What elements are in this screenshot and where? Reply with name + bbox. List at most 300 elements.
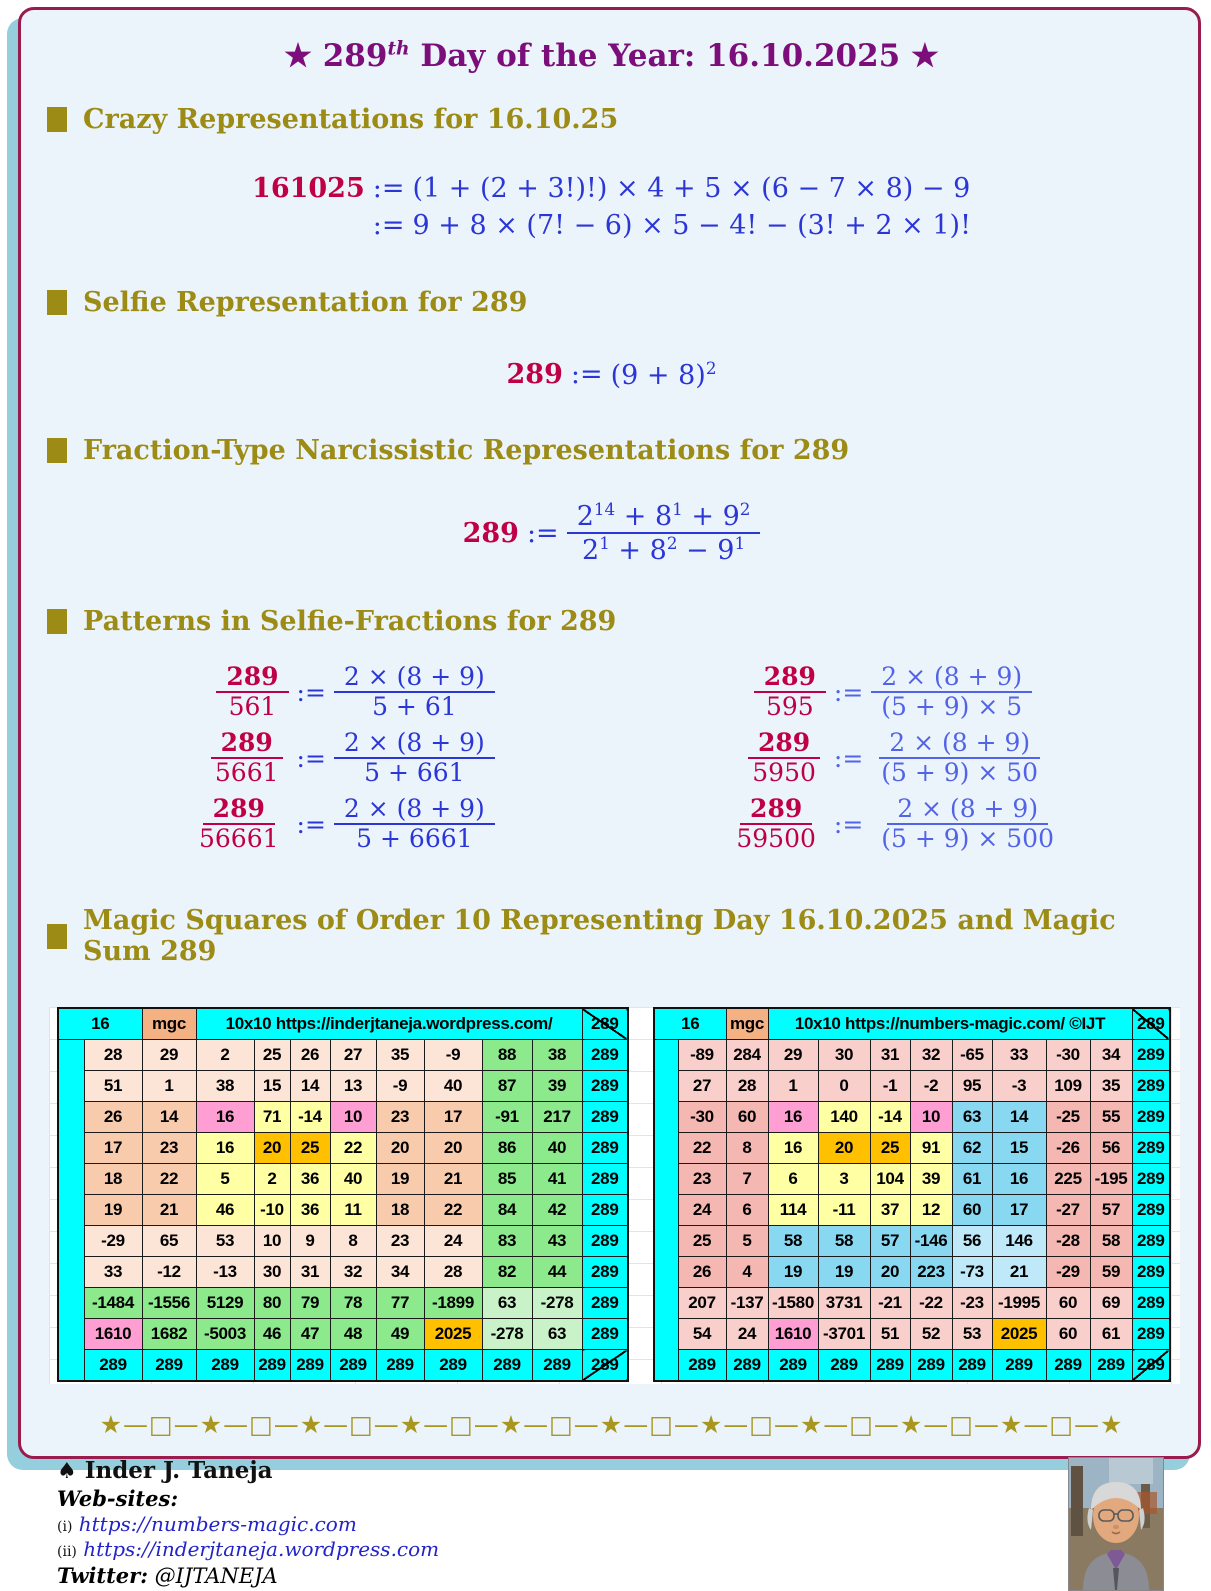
- magic-cell: -26: [1046, 1133, 1090, 1164]
- magic-cell: 28: [84, 1040, 142, 1071]
- magic-cell: 79: [290, 1288, 330, 1319]
- magic-cell: 25: [290, 1133, 330, 1164]
- magic-cell: 25: [678, 1226, 726, 1257]
- column-total-cell: 289: [818, 1350, 870, 1382]
- twitter-line: [57, 1563, 1068, 1588]
- magic-cell: -195: [1090, 1164, 1132, 1195]
- column-total-cell: 289: [330, 1350, 376, 1382]
- magic-cell: 2: [196, 1040, 254, 1071]
- magic-cell: 7: [726, 1164, 768, 1195]
- column-total-cell: 289: [910, 1350, 952, 1382]
- table-sum-header-cell: 289: [1132, 1008, 1170, 1040]
- magic-cell: 11: [330, 1195, 376, 1226]
- magic-cell: 28: [424, 1257, 482, 1288]
- magic-cell: 0: [818, 1071, 870, 1102]
- magic-cell: 32: [330, 1257, 376, 1288]
- magic-cell: 55: [1090, 1102, 1132, 1133]
- magic-cell: 19: [84, 1195, 142, 1226]
- formula-rhs: [297, 729, 495, 787]
- column-total-cell: 289: [482, 1350, 532, 1382]
- formula-rhs: [527, 500, 760, 566]
- magic-cell: 18: [376, 1195, 424, 1226]
- fraction: $\frac{289}{56661}$: [199, 794, 279, 854]
- magic-cell: 31: [870, 1040, 910, 1071]
- magic-cell: 1610: [84, 1319, 142, 1350]
- magic-cell: 38: [532, 1040, 582, 1071]
- magic-cell: -278: [532, 1288, 582, 1319]
- assign-symbol: :=: [372, 173, 405, 204]
- formula-lhs: [189, 795, 289, 853]
- title-post: Day of the Year: 16.10.2025 ★: [409, 38, 939, 74]
- magic-cell: -14: [870, 1102, 910, 1133]
- magic-cell: 23: [678, 1164, 726, 1195]
- magic-cell: 49: [376, 1319, 424, 1350]
- magic-cell: 39: [910, 1164, 952, 1195]
- magic-cell: 87: [482, 1071, 532, 1102]
- magic-cell: -29: [84, 1226, 142, 1257]
- magic-cell: -2: [910, 1071, 952, 1102]
- magic-cell: 20: [870, 1257, 910, 1288]
- magic-cell: 60: [1046, 1319, 1090, 1350]
- formula-lhs: [216, 663, 288, 721]
- magic-cell: -30: [678, 1102, 726, 1133]
- wordpress-link[interactable]: https://inderjtaneja.wordpress.com: [83, 1537, 440, 1562]
- magic-squares-strip: [49, 1007, 1180, 1384]
- magic-cell: -29: [1046, 1257, 1090, 1288]
- magic-cell: 84: [482, 1195, 532, 1226]
- numbers-magic-link[interactable]: https://numbers-magic.com: [78, 1512, 357, 1537]
- magic-cell: -22: [910, 1288, 952, 1319]
- magic-cell: 19: [818, 1257, 870, 1288]
- row-total-cell: 289: [582, 1102, 628, 1133]
- row-total-cell: 289: [582, 1257, 628, 1288]
- magic-cell: 83: [482, 1226, 532, 1257]
- magic-cell: 26: [84, 1102, 142, 1133]
- magic-cell: -14: [290, 1102, 330, 1133]
- magic-cell: 2025: [424, 1319, 482, 1350]
- magic-cell: -3: [992, 1071, 1046, 1102]
- row-total-cell: 289: [1132, 1164, 1170, 1195]
- magic-cell: 14: [290, 1071, 330, 1102]
- magic-cell: 53: [952, 1319, 992, 1350]
- magic-cell: 24: [678, 1195, 726, 1226]
- magic-cell: 22: [678, 1133, 726, 1164]
- formula-rhs: := (1 + (2 + 3!)!) × 4 + 5 × (6 − 7 × 8) − 9: [372, 173, 971, 204]
- author-line: [57, 1457, 1068, 1484]
- page-title: [39, 38, 1184, 74]
- fraction: $\frac{2^{14} + 8^1 + 9^2}{2^1 + 8^2 - 9^1}$: [567, 500, 761, 566]
- formula-rhs: := $(9 + 8)^2$: [570, 358, 717, 391]
- magic-cell: 16: [196, 1102, 254, 1133]
- magic-cell: 27: [330, 1040, 376, 1071]
- formula-lhs: 289: [506, 359, 563, 390]
- magic-cell: -1580: [768, 1288, 818, 1319]
- magic-cell: -12: [142, 1257, 196, 1288]
- magic-cell: -146: [910, 1226, 952, 1257]
- square-bullet-icon: [47, 290, 67, 315]
- magic-cell: 65: [142, 1226, 196, 1257]
- column-total-cell: 289: [290, 1350, 330, 1382]
- formula-lhs: 289: [462, 517, 519, 549]
- magic-cell: 16: [768, 1102, 818, 1133]
- magic-cell: 16: [196, 1133, 254, 1164]
- magic-cell: 24: [424, 1226, 482, 1257]
- magic-cell: 40: [330, 1164, 376, 1195]
- row-total-cell: 289: [1132, 1195, 1170, 1226]
- magic-cell: 27: [678, 1071, 726, 1102]
- column-total-cell: 289: [142, 1350, 196, 1382]
- magic-cell: 6: [726, 1195, 768, 1226]
- row-total-cell: 289: [582, 1226, 628, 1257]
- square-bullet-icon: [47, 609, 67, 634]
- magic-cell: 22: [330, 1133, 376, 1164]
- fraction: $\frac{289}{595}$: [754, 663, 826, 721]
- magic-cell: 23: [376, 1226, 424, 1257]
- fraction: $\frac{2 \times (8 + 9)}{(5 + 9) \times 50}$: [871, 729, 1048, 787]
- magic-cell: 91: [910, 1133, 952, 1164]
- row-total-cell: 289: [1132, 1071, 1170, 1102]
- assign-symbol: :=: [833, 743, 864, 773]
- row-total-cell: 289: [1132, 1257, 1170, 1288]
- magic-cell: 14: [992, 1102, 1046, 1133]
- formula-rhs: [297, 663, 495, 721]
- website-link-line-2: [57, 1537, 1068, 1561]
- column-total-cell: 289: [84, 1350, 142, 1382]
- magic-cell: 85: [482, 1164, 532, 1195]
- magic-cell: 5: [196, 1164, 254, 1195]
- formula-lhs: [742, 729, 826, 787]
- magic-cell: 207: [678, 1288, 726, 1319]
- table-corner-cell: 16: [654, 1008, 726, 1040]
- column-total-cell: 289: [678, 1350, 726, 1382]
- magic-cell: 60: [952, 1195, 992, 1226]
- fraction: $\frac{2 \times (8 + 9)}{5 + 6661}$: [334, 795, 495, 853]
- magic-cell: -11: [818, 1195, 870, 1226]
- column-total-cell: 289: [376, 1350, 424, 1382]
- magic-cell: 22: [142, 1164, 196, 1195]
- fraction: $\frac{2 \times (8 + 9)}{5 + 61}$: [334, 663, 495, 721]
- magic-cell: 1: [768, 1071, 818, 1102]
- fraction: $\frac{2 \times (8 + 9)}{5 + 661}$: [334, 729, 495, 787]
- formula-lhs: [205, 729, 289, 787]
- fraction: $\frac{289}{59500}$: [736, 794, 816, 854]
- magic-cell: 46: [196, 1195, 254, 1226]
- magic-cell: 284: [726, 1040, 768, 1071]
- magic-cell: 63: [952, 1102, 992, 1133]
- magic-cell: 51: [870, 1319, 910, 1350]
- magic-cell: 34: [1090, 1040, 1132, 1071]
- magic-cell: 36: [290, 1195, 330, 1226]
- magic-cell: 25: [254, 1040, 290, 1071]
- magic-cell: 40: [532, 1133, 582, 1164]
- column-total-cell: 289: [870, 1350, 910, 1382]
- magic-cell: -91: [482, 1102, 532, 1133]
- assign-symbol: :=: [372, 210, 405, 241]
- magic-cell: 217: [532, 1102, 582, 1133]
- magic-cell: 12: [910, 1195, 952, 1226]
- magic-cell: 20: [424, 1133, 482, 1164]
- magic-cell: 23: [142, 1133, 196, 1164]
- magic-cell: 26: [678, 1257, 726, 1288]
- formula-rhs: [834, 795, 1064, 853]
- magic-cell: 57: [870, 1226, 910, 1257]
- magic-cell: -3701: [818, 1319, 870, 1350]
- magic-cell: 16: [992, 1164, 1046, 1195]
- magic-cell: 63: [482, 1288, 532, 1319]
- title-pre: ★ 289: [284, 38, 388, 74]
- magic-cell: 71: [254, 1102, 290, 1133]
- magic-cell: 80: [254, 1288, 290, 1319]
- formula-rhs: := 9 + 8 × (7! − 6) × 5 − 4! − (3! + 2 × 1)!: [372, 210, 971, 241]
- selfie-formula: [39, 358, 1184, 391]
- link-prefix-ii: (ii): [57, 1544, 77, 1561]
- website-link-line-1: [57, 1512, 1068, 1536]
- magic-cell: 20: [376, 1133, 424, 1164]
- column-total-cell: 289: [532, 1350, 582, 1382]
- magic-cell: 10: [910, 1102, 952, 1133]
- magic-cell: 62: [952, 1133, 992, 1164]
- row-total-cell: 289: [1132, 1040, 1170, 1071]
- square-bullet-icon: [47, 924, 67, 949]
- formula-lhs: [726, 795, 826, 853]
- magic-cell: 25: [870, 1133, 910, 1164]
- square-bullet-icon: [47, 107, 67, 132]
- magic-cell: 18: [84, 1164, 142, 1195]
- magic-cell: 109: [1046, 1071, 1090, 1102]
- magic-cell: 47: [290, 1319, 330, 1350]
- row-total-cell: 289: [582, 1288, 628, 1319]
- magic-cell: 86: [482, 1133, 532, 1164]
- magic-cell: 54: [678, 1319, 726, 1350]
- twitter-handle: @IJTANEJA: [154, 1564, 278, 1589]
- magic-cell: 56: [952, 1226, 992, 1257]
- magic-cell: -25: [1046, 1102, 1090, 1133]
- magic-cell: -1484: [84, 1288, 142, 1319]
- magic-cell: 17: [992, 1195, 1046, 1226]
- table-mgc-cell: mgc: [726, 1008, 768, 1040]
- magic-cell: 1610: [768, 1319, 818, 1350]
- crazy-formulas: [39, 173, 1184, 241]
- formula-rhs: [834, 729, 1048, 787]
- patterns-fractions: [39, 637, 1184, 853]
- section-heading-narcissistic-label: Fraction-Type Narcissistic Representations for 289: [83, 435, 850, 466]
- magic-cell: 17: [84, 1133, 142, 1164]
- magic-cell: -27: [1046, 1195, 1090, 1226]
- magic-cell: -21: [870, 1288, 910, 1319]
- twitter-label: Twitter:: [57, 1563, 148, 1589]
- column-total-cell: 289: [1090, 1350, 1132, 1382]
- magic-cell: 34: [376, 1257, 424, 1288]
- fraction: $\frac{289}{5950}$: [742, 729, 826, 787]
- magic-cell: 42: [532, 1195, 582, 1226]
- section-heading-patterns-label: Patterns in Selfie-Fractions for 289: [83, 606, 617, 638]
- table-title-cell: 10x10 https://numbers-magic.com/ ©IJT: [768, 1008, 1132, 1040]
- magic-cell: 82: [482, 1257, 532, 1288]
- magic-cell: 26: [290, 1040, 330, 1071]
- magic-cell: 48: [330, 1319, 376, 1350]
- author-photo: [1068, 1457, 1164, 1591]
- magic-square-table-2: [653, 1007, 1171, 1382]
- magic-cell: 3731: [818, 1288, 870, 1319]
- footer-text: [57, 1457, 1068, 1591]
- footer: [57, 1457, 1178, 1591]
- row-total-cell: 289: [1132, 1319, 1170, 1350]
- assign-symbol: :=: [296, 677, 326, 707]
- assign-symbol: :=: [833, 809, 864, 839]
- assign-symbol: :=: [296, 809, 326, 839]
- magic-cell: 9: [290, 1226, 330, 1257]
- magic-cell: 30: [254, 1257, 290, 1288]
- magic-cell: 16: [768, 1133, 818, 1164]
- magic-square-table-1: [57, 1007, 629, 1382]
- title-ordinal: th: [387, 38, 410, 60]
- magic-cell: 56: [1090, 1133, 1132, 1164]
- row-total-cell: 289: [582, 1071, 628, 1102]
- table-sum-header-cell: 289: [582, 1008, 628, 1040]
- magic-cell: 1682: [142, 1319, 196, 1350]
- formula-lhs: 161025: [252, 173, 365, 204]
- magic-cell: 104: [870, 1164, 910, 1195]
- assign-symbol: :=: [833, 677, 864, 707]
- patterns-right-column: [726, 663, 1064, 853]
- magic-cell: 31: [290, 1257, 330, 1288]
- magic-cell: -89: [678, 1040, 726, 1071]
- column-total-cell: 289: [726, 1350, 768, 1382]
- magic-cell: 33: [84, 1257, 142, 1288]
- magic-cell: 46: [254, 1319, 290, 1350]
- magic-cell: 35: [376, 1040, 424, 1071]
- magic-cell: 13: [330, 1071, 376, 1102]
- magic-cell: 8: [726, 1133, 768, 1164]
- magic-cell: 59: [1090, 1257, 1132, 1288]
- magic-cell: 17: [424, 1102, 482, 1133]
- magic-cell: 77: [376, 1288, 424, 1319]
- row-total-cell: 289: [582, 1164, 628, 1195]
- magic-cell: -23: [952, 1288, 992, 1319]
- column-total-cell: 289: [992, 1350, 1046, 1382]
- magic-cell: 51: [84, 1071, 142, 1102]
- magic-cell: 40: [424, 1071, 482, 1102]
- magic-cell: 14: [142, 1102, 196, 1133]
- magic-cell: 21: [992, 1257, 1046, 1288]
- row-total-cell: 289: [1132, 1102, 1170, 1133]
- magic-cell: 225: [1046, 1164, 1090, 1195]
- magic-cell: 23: [376, 1102, 424, 1133]
- row-total-cell: 289: [582, 1195, 628, 1226]
- star-divider: ★—□—★—□—★—□—★—□—★—□—★—□—★—□—★—□—★—□—★—□—★: [99, 1410, 1124, 1440]
- author-photo-illustration: [1069, 1458, 1163, 1590]
- magic-cell: 1: [142, 1071, 196, 1102]
- magic-cell: 20: [818, 1133, 870, 1164]
- fraction: $\frac{289}{561}$: [216, 663, 288, 721]
- magic-cell: 57: [1090, 1195, 1132, 1226]
- table-corner-cell: 16: [58, 1008, 142, 1040]
- assign-symbol: :=: [526, 517, 559, 549]
- table-title-cell: 10x10 https://inderjtaneja.wordpress.com/: [196, 1008, 582, 1040]
- magic-cell: 36: [290, 1164, 330, 1195]
- magic-cell: 19: [376, 1164, 424, 1195]
- magic-cell: -9: [424, 1040, 482, 1071]
- column-total-cell: 289: [1046, 1350, 1090, 1382]
- magic-cell: 21: [424, 1164, 482, 1195]
- magic-cell: 21: [142, 1195, 196, 1226]
- magic-cell: 78: [330, 1288, 376, 1319]
- magic-cell: 38: [196, 1071, 254, 1102]
- magic-cell: 2: [254, 1164, 290, 1195]
- magic-cell: 19: [768, 1257, 818, 1288]
- column-total-cell: 289: [768, 1350, 818, 1382]
- magic-cell: 52: [910, 1319, 952, 1350]
- magic-cell: 35: [1090, 1071, 1132, 1102]
- column-total-cell: 289: [196, 1350, 254, 1382]
- magic-cell: 29: [768, 1040, 818, 1071]
- magic-cell: 5: [726, 1226, 768, 1257]
- magic-cell: 8: [330, 1226, 376, 1257]
- magic-cell: 28: [726, 1071, 768, 1102]
- page-card: [18, 7, 1201, 1589]
- magic-cell: 53: [196, 1226, 254, 1257]
- magic-cell: 43: [532, 1226, 582, 1257]
- magic-cell: 32: [910, 1040, 952, 1071]
- section-heading-crazy: [39, 104, 1184, 135]
- column-total-cell: 289: [952, 1350, 992, 1382]
- square-bullet-icon: [47, 438, 67, 463]
- section-heading-crazy-label: Crazy Representations for 16.10.25: [83, 104, 619, 135]
- magic-cell: 58: [768, 1226, 818, 1257]
- magic-cell: -1899: [424, 1288, 482, 1319]
- magic-cell: -10: [254, 1195, 290, 1226]
- magic-cell: -65: [952, 1040, 992, 1071]
- magic-cell: -9: [376, 1071, 424, 1102]
- magic-cell: 61: [1090, 1319, 1132, 1350]
- magic-cell: 15: [992, 1133, 1046, 1164]
- magic-cell: 30: [818, 1040, 870, 1071]
- magic-cell: 15: [254, 1071, 290, 1102]
- magic-cell: 33: [992, 1040, 1046, 1071]
- author-name: Inder J. Taneja: [84, 1457, 273, 1485]
- magic-cell: 10: [254, 1226, 290, 1257]
- magic-cell: 3: [818, 1164, 870, 1195]
- magic-cell: 41: [532, 1164, 582, 1195]
- magic-cell: 146: [992, 1226, 1046, 1257]
- row-total-cell: 289: [1132, 1133, 1170, 1164]
- magic-cell: 58: [1090, 1226, 1132, 1257]
- magic-cell: 63: [532, 1319, 582, 1350]
- magic-cell: 10: [330, 1102, 376, 1133]
- fraction: $\frac{2 \times (8 + 9)}{(5 + 9) \times 500}$: [881, 794, 1054, 854]
- magic-cell: -1556: [142, 1288, 196, 1319]
- magic-cell: -1: [870, 1071, 910, 1102]
- magic-cell: 2025: [992, 1319, 1046, 1350]
- table-left-band: [58, 1040, 84, 1382]
- magic-cell: 39: [532, 1071, 582, 1102]
- magic-cell: 140: [818, 1102, 870, 1133]
- section-heading-magic: [39, 905, 1184, 967]
- magic-cell: -1995: [992, 1288, 1046, 1319]
- spade-icon: ♠: [57, 1459, 77, 1485]
- magic-cell: 44: [532, 1257, 582, 1288]
- magic-cell: 69: [1090, 1288, 1132, 1319]
- magic-cell: 60: [1046, 1288, 1090, 1319]
- magic-cell: 58: [818, 1226, 870, 1257]
- section-heading-selfie-label: Selfie Representation for 289: [83, 287, 528, 318]
- column-total-cell: 289: [424, 1350, 482, 1382]
- websites-label: Web-sites:: [57, 1486, 179, 1512]
- table-left-band: [654, 1040, 678, 1382]
- magic-cell: 20: [254, 1133, 290, 1164]
- patterns-left-column: [189, 663, 495, 853]
- row-total-cell: 289: [582, 1319, 628, 1350]
